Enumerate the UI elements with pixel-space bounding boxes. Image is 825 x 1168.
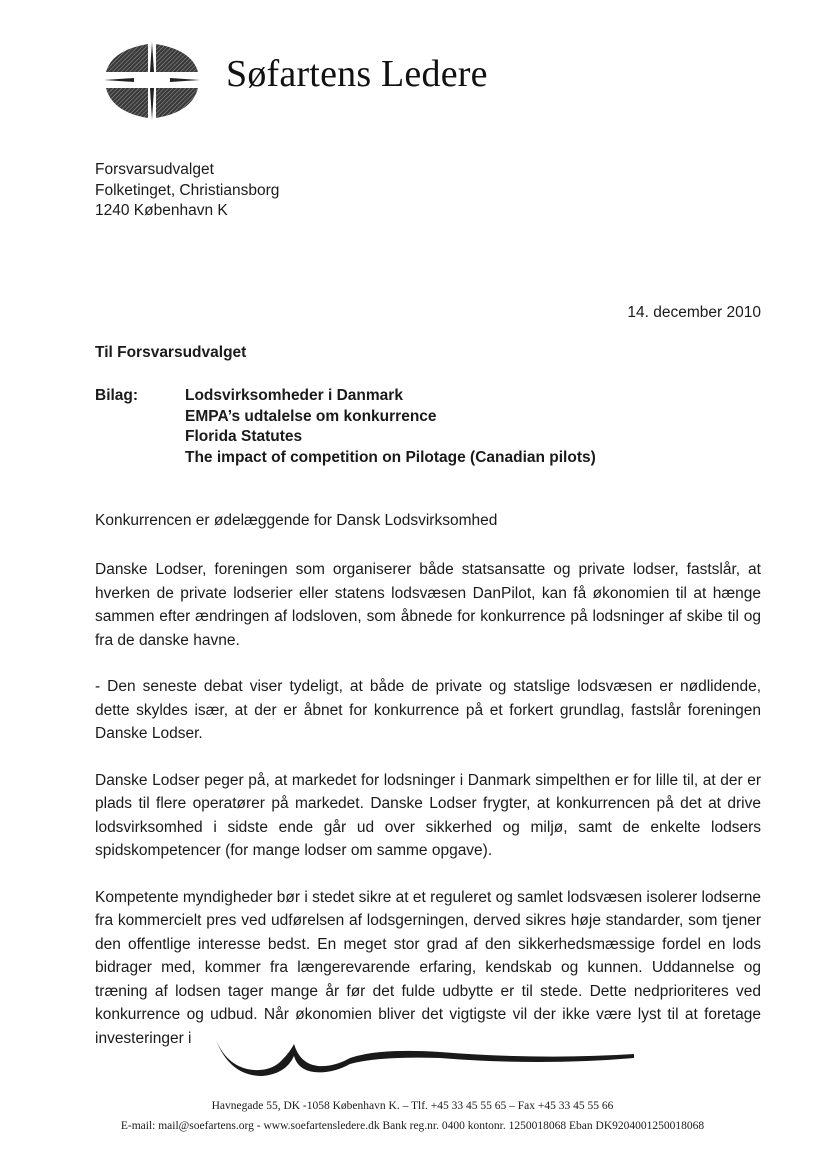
body-paragraph: Kompetente myndigheder bør i stedet sikre at et reguleret og samlet lodsvæsen isolerer lodserne fra kommercielt pres ved udførelsen af lodsgerningen, derved sikres høje standarder, som tjener den offentlige interesse bedst. En meget stor grad af den sikkerhedsmæssige fordel en lods bidrager med, kommer fra længerevarende erfaring, kendskab og kunnen. Uddannelse og træning af lodsen tager mange år før det fulde udbytte er til stede. Dette nedprioriteres ved konkurrence og udbud. Når økonomien bliver det vigtigste vil der ikke være lyst til at foretage investeringer i [95,888,761,1047]
attachment-item: The impact of competition on Pilotage (Canadian pilots) [185,448,596,466]
attachment-item: Lodsvirksomheder i Danmark [185,387,403,404]
recipient-line: Forsvarsudvalget [95,161,214,178]
letter-body [95,558,761,1073]
footer-contact: E-mail: mail@soefartens.org - www.soefartensledere.dk Bank reg.nr. 0400 kontonr. 1250018068 Eban DK9204001250018068 [120,1120,705,1132]
compass-star-logo-icon [104,42,200,120]
letter-subject: Konkurrencen er ødelæggende for Dansk Lodsvirksomhed [95,512,498,529]
attachments-label: Bilag: [95,387,139,404]
wave-divider-icon [210,1030,640,1092]
organization-name: Søfartens Ledere [226,53,488,95]
body-paragraph: Danske Lodser, foreningen som organiserer både statsansatte og private lodser, fastslår, at hverken de private lodserier eller statens lodsvæsen DanPilot, kan få økonomien til at hænge sammen efter ændringen af lodsloven, som åbnede for konkurrence på lodsninger af skibe til og fra de danske havne. [95,561,761,649]
attachment-item: Florida Statutes [185,428,303,445]
salutation: Til Forsvarsudvalget [95,344,247,361]
letter-date: 14. december 2010 [627,304,761,321]
body-paragraph: - Den seneste debat viser tydeligt, at både de private og statslige lodsvæsen er nødlidende, dette skyldes især, at der er åbnet for konkurrence på et forkert grundlag, fastslår foreningen Danske Lodser. [95,678,761,742]
body-paragraph: Danske Lodser peger på, at markedet for lodsninger i Danmark simpelthen er for lille til, at der er plads til flere operatører på markedet. Danske Lodser frygter, at konkurrencen på det at drive lodsvirksomhed i sidste ende går ud over sikkerhed og miljø, samt de enkelte lodsers spidskompetencer (for mange lodser om samme opgave). [95,771,761,859]
recipient-line: 1240 København K [95,202,228,219]
footer-address: Havnegade 55, DK -1058 København K. – Tlf. +45 33 45 55 65 – Fax +45 33 45 55 66 [211,1100,614,1112]
recipient-address [95,160,279,222]
attachments-list [185,386,705,468]
attachment-item: EMPA’s udtalelse om konkurrence [185,407,437,425]
recipient-line: Folketinget, Christiansborg [95,181,280,199]
